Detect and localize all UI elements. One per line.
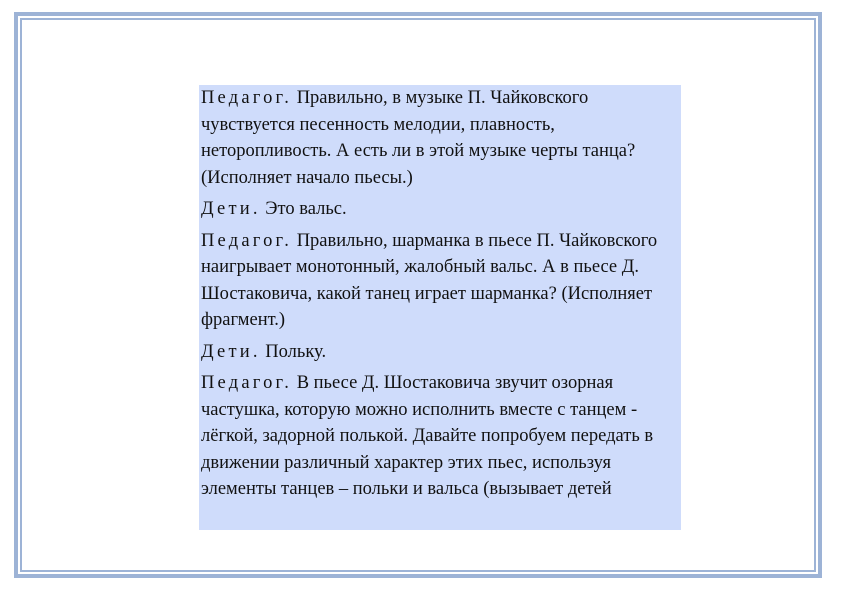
speaker-label: Педагог. (201, 230, 293, 251)
dialogue-text: Польку. (265, 341, 327, 362)
dialogue-text-block (199, 85, 681, 530)
dialogue-text: Правильно, в музыке П. Чайковского чувствуется песенность мелодии, плавность, неторопливость. А есть ли в этой музыке черты танца? (Исполняет начало пьесы.) (201, 88, 636, 188)
speaker-label: Дети. (201, 341, 261, 362)
dialogue-paragraph-teacher-3 (201, 370, 677, 503)
dialogue-paragraph-teacher-1 (201, 85, 677, 191)
dialogue-paragraph-children-2 (201, 339, 677, 366)
speaker-label: Педагог. (201, 373, 293, 393)
speaker-label: Педагог. (201, 88, 293, 108)
dialogue-paragraph-children-1 (201, 196, 677, 223)
dialogue-text: Это вальс. (265, 199, 347, 219)
dialogue-paragraph-teacher-2 (201, 228, 677, 334)
speaker-label: Дети. (201, 199, 261, 219)
dialogue-text: Правильно, шарманка в пьесе П. Чайковского наигрывает монотонный, жалобный вальс. А в пьесе Д. Шостаковича, какой танец играет шарманка? (Исполняет фрагмент.) (201, 230, 658, 330)
dialogue-text: В пьесе Д. Шостаковича звучит озорная частушка, которую можно исполнить вместе с танцем - лёгкой, задорной полькой. Давайте попробуем передать в движении различный характер этих пьес, используя элементы танцев – польки и вальса (вызывает детей (201, 373, 654, 499)
